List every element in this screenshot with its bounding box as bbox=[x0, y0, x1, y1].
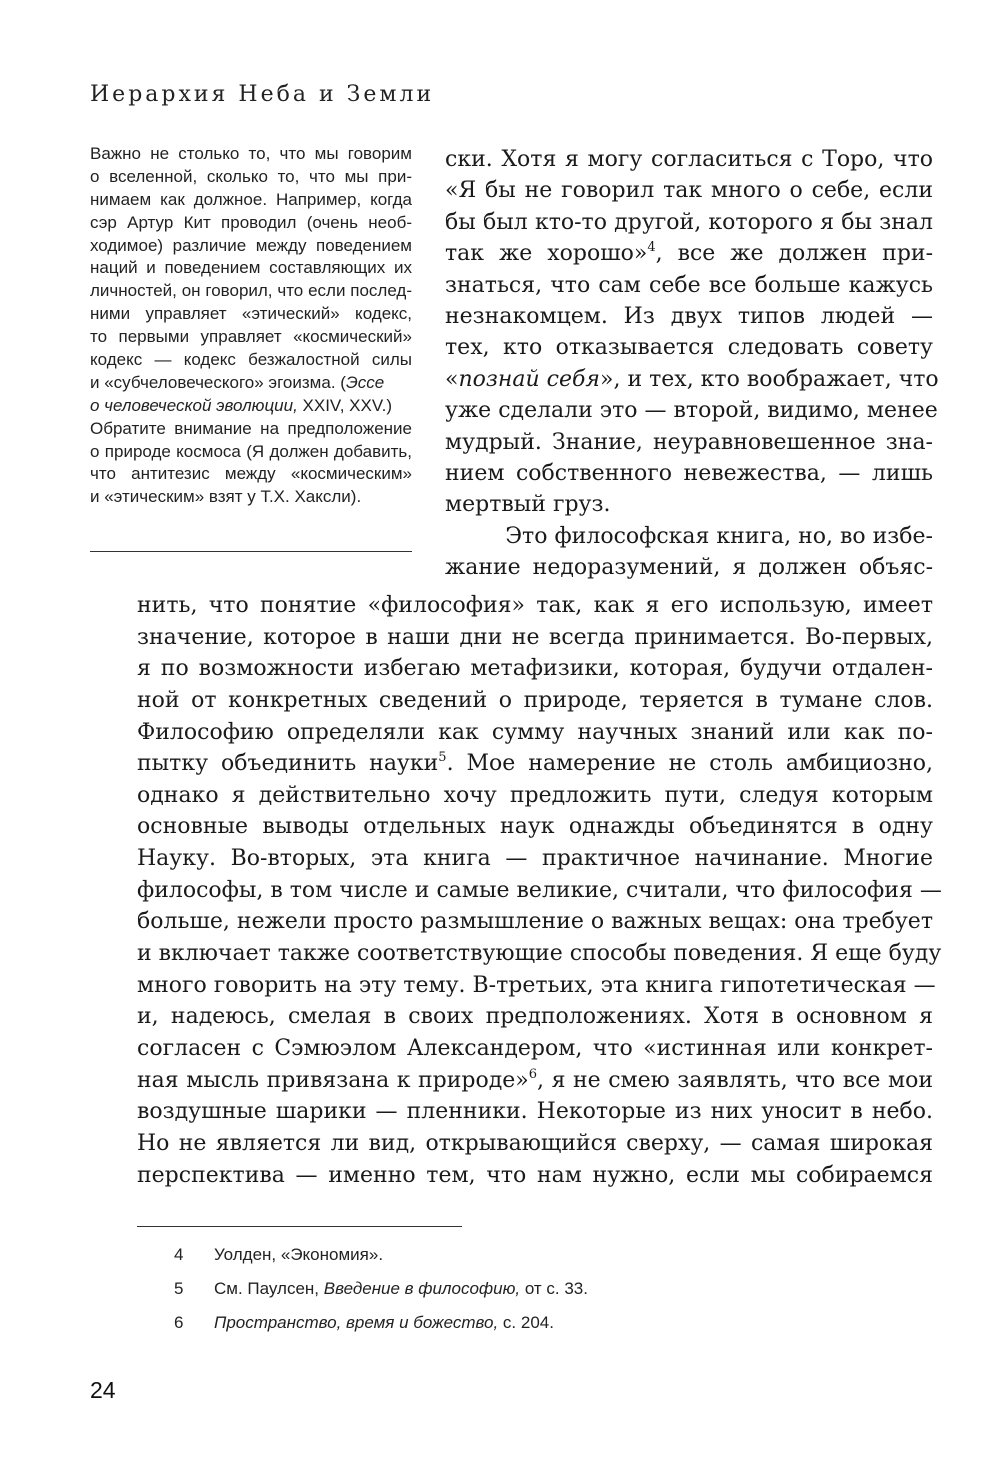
sidebar-rule bbox=[90, 551, 412, 552]
body-line: так же хорошо»$^4$, все же должен при- bbox=[445, 240, 933, 267]
sidebar-line: о вселенной, сколько то, что мы при- bbox=[90, 166, 412, 186]
sidebar-line: сэр Артур Кит проводил (очень необ- bbox=[90, 212, 412, 232]
body-line: больше, нежели просто размышление о важных вещах: она требует bbox=[137, 909, 933, 935]
body-line: Но не является ли вид, открывающийся сверху, — самая широкая bbox=[137, 1130, 933, 1156]
body-lower-column bbox=[137, 590, 942, 1191]
italic-phrase: познай себя bbox=[458, 366, 600, 392]
footnote-6 bbox=[137, 1308, 937, 1342]
body-line: тех, кто отказывается следовать совету bbox=[445, 335, 933, 361]
footnote-ref-5: 5 bbox=[438, 750, 447, 766]
body-line: однако я действительно хочу предложить пути, следуя которым bbox=[137, 782, 933, 808]
sidebar-line: кодекс — кодекс безжалостной силы bbox=[90, 350, 412, 370]
footnote-text: Уолден, «Экономия». bbox=[214, 1245, 384, 1264]
body-line: ски. Хотя я могу согласиться с Торо, что bbox=[445, 147, 933, 172]
running-title: Иерархия Неба и Земли bbox=[90, 82, 435, 107]
sidebar-line: Важно не столько то, что мы говорим bbox=[90, 144, 412, 163]
footnote-number: 6 bbox=[174, 1313, 184, 1332]
sidebar-note bbox=[90, 143, 412, 509]
body-line: перспектива — именно тем, что нам нужно, если мы собираемся bbox=[137, 1162, 933, 1188]
sidebar-line: личностей, он говорил, что если послед- bbox=[90, 281, 412, 301]
book-title-italic: Эссе bbox=[345, 372, 385, 392]
page-number: 24 bbox=[90, 1377, 116, 1403]
sidebar-line: Обратите внимание на предположение bbox=[90, 418, 412, 438]
body-line: уже сделали это — второй, видимо, менее bbox=[445, 398, 938, 424]
body-line: и, надеюсь, смелая в своих предположениях. Хотя в основном я bbox=[137, 1004, 933, 1030]
body-line: жание недоразумений, я должен объяс- bbox=[445, 555, 933, 581]
footnote-ref-6: 6 bbox=[528, 1066, 538, 1082]
sidebar-line: ходимое) различие между поведением bbox=[90, 235, 412, 255]
footnote-text: Пространство, время и божество, с. 204. bbox=[214, 1313, 554, 1332]
book-title-italic: о человеческой эволюции, bbox=[90, 395, 298, 415]
sidebar-line: и «этическим» взят у Т.Х. Хаксли). bbox=[90, 487, 362, 507]
sidebar-line: ними управляет «этический» кодекс, bbox=[90, 304, 412, 324]
body-line: я по возможности избегаю метафизики, которая, будучи отдален- bbox=[137, 656, 933, 682]
footnote-number: 4 bbox=[174, 1245, 184, 1264]
footnote-ref-4: 4 bbox=[647, 240, 656, 256]
body-line: согласен с Сэмюэлом Александером, что «истинная или конкрет- bbox=[137, 1035, 933, 1061]
body-line: бы был кто-то другой, которого я бы знал bbox=[445, 209, 933, 235]
body-line: ная мысль привязана к природе»$^6$, я не смею заявлять, что все мои bbox=[137, 1066, 934, 1093]
sidebar-line: о природе космоса (Я должен добавить, bbox=[90, 441, 412, 461]
body-line: пытку объединить науки$^5$. Мое намерение не столь амбициозно, bbox=[137, 750, 933, 777]
footnote-4 bbox=[137, 1240, 937, 1274]
body-line: «Я бы не говорил так много о себе, если bbox=[445, 178, 933, 204]
footnotes bbox=[137, 1240, 937, 1342]
sidebar-line: и «субчеловеческого» эгоизма. (Эссе bbox=[90, 372, 385, 392]
book-title-italic: Введение в философию, bbox=[323, 1279, 521, 1298]
body-upper-column bbox=[445, 144, 939, 583]
body-line: основные выводы отдельных наук однажды объединятся в одну bbox=[137, 814, 933, 840]
body-line: много говорить на эту тему. В-третьих, эта книга гипотетическая — bbox=[137, 972, 936, 998]
body-line: и включает также соответствующие способы поведения. Я еще буду bbox=[137, 941, 942, 967]
body-line: Философию определяли как сумму научных знаний или как по- bbox=[137, 719, 933, 745]
sidebar-line: то первыми управляет «космический» bbox=[90, 327, 412, 347]
footnote-text: См. Паулсен, Введение в философию, от с. 33. bbox=[214, 1279, 588, 1298]
sidebar-line: нимаем как должное. Например, когда bbox=[90, 189, 412, 209]
sidebar-line: о человеческой эволюции, XXIV, XXV.) bbox=[90, 395, 392, 415]
footnote-rule bbox=[137, 1226, 462, 1227]
body-line: значение, которое в наши дни не всегда принимается. Во-первых, bbox=[137, 624, 933, 650]
body-line: нить, что понятие «философия» так, как я его использую, имеет bbox=[137, 593, 933, 618]
body-line: «познай себя», и тех, кто воображает, что bbox=[445, 366, 939, 392]
body-line: воздушные шарики — пленники. Некоторые из них уносит в небо. bbox=[137, 1099, 933, 1125]
footnote-number: 5 bbox=[174, 1279, 184, 1298]
body-line: Это философская книга, но, во избе- bbox=[505, 523, 933, 549]
book-title-italic: Пространство, время и божество, bbox=[214, 1313, 499, 1332]
body-line: нием собственного невежества, — лишь bbox=[445, 460, 933, 486]
sidebar-line: что антитезис между «космическим» bbox=[90, 464, 412, 484]
body-line: Науку. Во-вторых, эта книга — практичное начинание. Многие bbox=[137, 846, 933, 872]
body-line: философы, в том числе и самые великие, считали, что философия — bbox=[137, 877, 942, 903]
body-line: незнакомцем. Из двух типов людей — bbox=[445, 303, 933, 329]
body-line: мертвый груз. bbox=[445, 492, 611, 518]
sidebar-line: наций и поведением составляющих их bbox=[90, 258, 412, 278]
footnote-5 bbox=[137, 1274, 937, 1308]
body-line: знаться, что сам себе все больше кажусь bbox=[445, 272, 933, 298]
body-line: мудрый. Знание, неуравновешенное зна- bbox=[445, 429, 933, 455]
body-line: ной от конкретных сведений о природе, теряется в тумане слов. bbox=[137, 687, 933, 713]
